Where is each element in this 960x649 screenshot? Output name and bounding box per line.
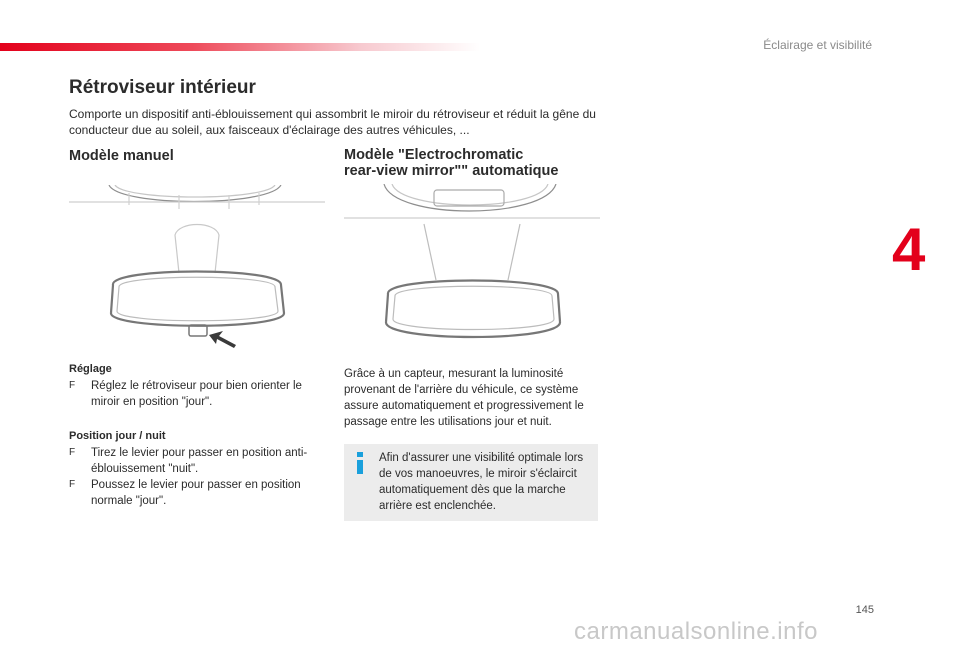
electrochromatic-model-title: [344, 147, 604, 179]
intro-paragraph: Comporte un dispositif anti-éblouissement qui assombrit le miroir du rétroviseur et réduit la gêne du conducteur due au soleil, aux faisceaux d'éclairage des autres véhicules, ...: [69, 107, 596, 137]
info-text: Afin d'assurer une visibilité optimale lors de vos manoeuvres, le miroir s'éclaircit automatiquement dès que la marche arrière est enclenchée.: [379, 452, 584, 512]
electrochromatic-description: Grâce à un capteur, mesurant la luminosité provenant de l'arrière du véhicule, ce système assure automatiquement et progressivement le passage entre les utilisations jour et nuit.: [344, 368, 584, 428]
list-item: F Tirez le levier pour passer en position anti-éblouissement "nuit".: [69, 447, 308, 475]
position-block: [69, 428, 324, 509]
position-steps: [69, 445, 324, 509]
reglage-heading: Réglage: [69, 363, 112, 375]
page-title: Rétroviseur intérieur: [69, 77, 256, 98]
electrochromatic-mirror-illustration: [344, 184, 600, 344]
watermark: carmanualsonline.info: [574, 618, 818, 645]
reglage-block: [69, 361, 324, 410]
info-box: [344, 444, 598, 521]
manual-model-title: Modèle manuel: [69, 148, 174, 164]
list-item: F Réglez le rétroviseur pour bien orienter le miroir en position "jour".: [69, 380, 302, 408]
electrochromatic-title-line2: rear-view mirror"" automatique: [344, 163, 559, 179]
reglage-steps: [69, 378, 324, 410]
list-item: F Poussez le levier pour passer en position normale "jour".: [69, 479, 301, 507]
manual-mirror-illustration: [69, 185, 325, 350]
page-number: 145: [855, 604, 874, 616]
section-title: Éclairage et visibilité: [763, 38, 872, 52]
chapter-number: 4: [892, 216, 926, 283]
info-icon: [354, 452, 366, 474]
lever-arrow-icon: [209, 331, 236, 348]
bullet-icon: F: [69, 479, 76, 490]
bullet-icon: F: [69, 380, 76, 391]
electrochromatic-title-line1: Modèle "Electrochromatic: [344, 147, 524, 163]
bullet-icon: F: [69, 447, 76, 458]
position-heading: Position jour / nuit: [69, 430, 166, 442]
header-accent-bar: [0, 43, 480, 51]
